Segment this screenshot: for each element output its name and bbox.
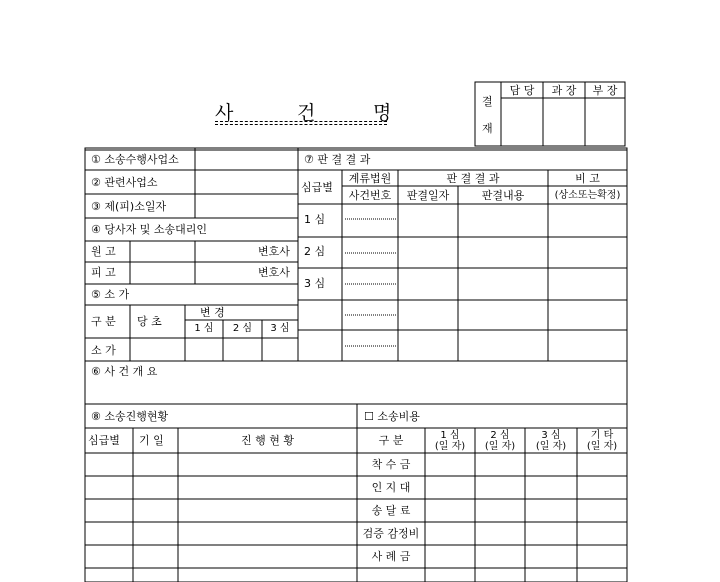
title-char: 건 — [297, 102, 316, 124]
cost-col-3-date: (일 자) — [535, 441, 567, 452]
cost-row-label: 송 달 료 — [371, 504, 411, 517]
title-underline — [215, 121, 387, 122]
cost-row-label: 사 례 금 — [371, 550, 411, 563]
cost-row-label: 착 수 금 — [371, 458, 411, 471]
change-col-2: 2 심 — [232, 323, 253, 334]
approval-manager: 담 당 — [509, 84, 535, 97]
class-dangcho-label: 당 초 — [137, 315, 162, 328]
instance-1: 1 심 — [304, 213, 326, 226]
instance-2: 2 심 — [304, 245, 326, 258]
change-col-1: 1 심 — [194, 323, 214, 334]
cost-row-label: 인 지 대 — [371, 481, 411, 494]
approval-side-1: 결 — [482, 95, 493, 108]
approval-director: 부 장 — [592, 84, 618, 97]
remark-header: 비 고 — [575, 172, 600, 185]
result-content-header: 판결내용 — [481, 189, 525, 202]
case-no-header: 사건번호 — [348, 189, 392, 202]
section-2-label: ② 관련사업소 — [91, 176, 158, 189]
remark-sub-header: (상소또는확정) — [554, 190, 621, 201]
sogga-label: 소 가 — [91, 344, 116, 357]
result-header: 판 결 결 과 — [446, 172, 500, 185]
cost-col-4-date: (일 자) — [586, 441, 618, 452]
cost-col-1: 1 심 — [440, 430, 460, 441]
class-gubun-label: 구 분 — [91, 315, 116, 328]
section-3-label: ③ 제(피)소일자 — [91, 200, 167, 213]
lawyer-label: 변호사 — [258, 245, 290, 258]
court-header: 계류법원 — [348, 172, 392, 185]
section-5-label: ⑤ 소 가 — [91, 288, 130, 301]
progress-status-header: 진 행 현 황 — [241, 434, 294, 447]
cost-col-2: 2 심 — [490, 430, 510, 441]
defendant-label: 피 고 — [91, 266, 116, 279]
cost-col-2-date: (일 자) — [484, 441, 516, 452]
title-char: 사 — [215, 102, 234, 124]
section-8-label: ⑧ 소송진행현황 — [91, 410, 169, 423]
cost-col-3: 3 심 — [541, 430, 561, 441]
approval-section-chief: 과 장 — [551, 84, 577, 97]
progress-instance-header: 심급별 — [88, 434, 120, 447]
change-col-3: 3 심 — [270, 323, 290, 334]
title-underline — [215, 124, 387, 125]
result-date-header: 판결일자 — [406, 189, 450, 202]
cost-gubun-header: 구 분 — [378, 434, 404, 447]
form-outer — [85, 148, 627, 582]
section-1-label: ① 소송수행사업소 — [91, 153, 179, 166]
class-change-text: 변 경 — [200, 306, 225, 319]
section-6-label: ⑥ 사 건 개 요 — [91, 365, 158, 378]
title-char: 명 — [373, 102, 392, 124]
cost-header: ☐ 소송비용 — [364, 410, 420, 423]
cost-col-4: 기 타 — [590, 430, 614, 441]
cost-col-1-date: (일 자) — [434, 441, 466, 452]
lawyer-label: 변호사 — [258, 266, 290, 279]
instance-col-header: 심급별 — [301, 181, 333, 194]
approval-side-2: 재 — [482, 122, 493, 135]
progress-date-header: 기 일 — [139, 434, 164, 447]
instance-3: 3 심 — [304, 277, 326, 290]
section-7-label: ⑦ 판 결 결 과 — [304, 153, 371, 166]
section-4-label: ④ 당사자 및 소송대리인 — [91, 223, 207, 236]
plaintiff-label: 원 고 — [91, 245, 116, 258]
cost-row-label: 검증 감정비 — [362, 527, 420, 540]
